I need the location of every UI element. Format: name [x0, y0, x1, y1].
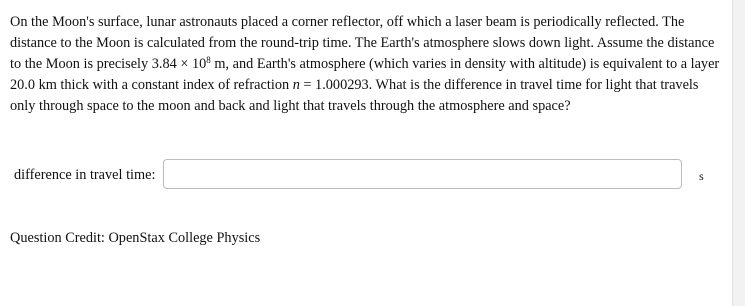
- question-credit: Question Credit: OpenStax College Physics: [10, 230, 261, 246]
- question-text-part3: = 1.000293. What is the difference in travel time for light that travels only through space to the moon and back and light that travels through the atmosphere and space?: [10, 77, 699, 114]
- answer-input[interactable]: [163, 159, 682, 189]
- question-text-part2: m, and Earth's atmosphere (which varies in density with altitude) is equivalent to a layer 20.0 km thick with a constant index of refraction: [10, 56, 720, 93]
- unit-label: s: [699, 169, 704, 183]
- index-variable: n: [292, 77, 300, 93]
- exponent: 8: [206, 55, 211, 65]
- question-text: [10, 12, 722, 117]
- answer-row: [14, 159, 726, 191]
- answer-label: difference in travel time:: [14, 167, 156, 183]
- question-text-part1: On the Moon's surface, lunar astronauts placed a corner reflector, off which a laser beam is periodically reflected. The distance to the Moon is calculated from the round-trip time. The Earth's atmosphere slows down light. Assume the distance to the Moon is precisely 3.84 × 10: [10, 14, 715, 72]
